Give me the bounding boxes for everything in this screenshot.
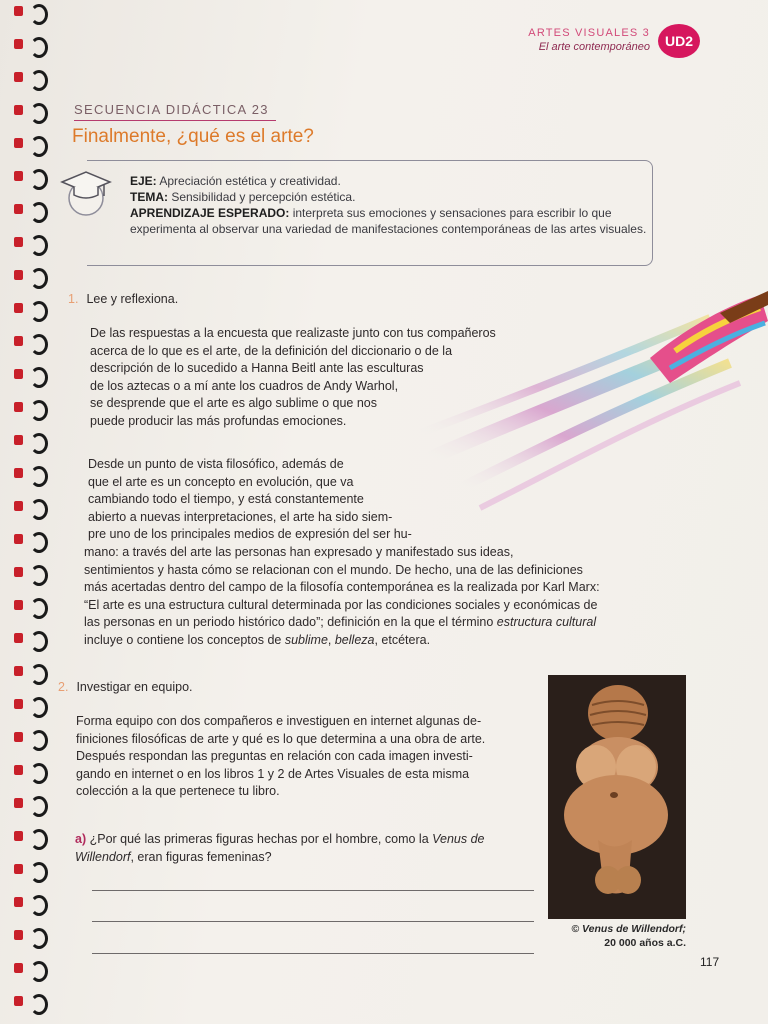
activity1-number: 1. [68,292,79,306]
spiral-ring [14,136,42,152]
spiral-ring [14,433,42,449]
sequence-title: Finalmente, ¿qué es el arte? [72,126,314,147]
spiral-ring [14,499,42,515]
subject-title: ARTES VISUALES 3 [528,27,650,39]
activity1-heading [68,292,178,306]
spiral-ring [14,928,42,944]
activity1-paragraph1 [90,325,496,431]
spiral-ring [14,70,42,86]
spiral-ring [14,268,42,284]
p2-line10-end: , etcétera. [374,632,431,647]
p2-line: pre uno de los principales medios de expresión del ser hu- [88,527,412,542]
page-number: 117 [700,955,720,969]
spiral-ring [14,334,42,350]
sequence-underline [74,120,276,121]
objectives-text [130,173,650,237]
p1-line: acerca de lo que es el arte, de la definición del diccionario o de la [90,343,453,358]
image-caption-line2: 20 000 años a.C. [604,937,686,949]
answer-line[interactable] [92,921,534,922]
p2-line: mano: a través del arte las personas han expresado y manifestado sus ideas, [84,545,514,559]
spiral-ring [14,961,42,977]
unit-badge: UD2 [658,24,700,58]
p2-line: que el arte es un concepto en evolución, que va [88,474,354,489]
answer-line[interactable] [92,890,534,891]
question-a-em: Venus de Willendorf [75,832,485,864]
p2-line: Desde un punto de vista filosófico, además de [88,457,344,471]
spiral-ring [14,202,42,218]
spiral-ring [14,829,42,845]
spiral-ring [14,37,42,53]
spiral-binding [0,0,46,1024]
activity2-number: 2. [58,680,69,694]
question-a [75,830,535,866]
activity1-paragraph2 [88,456,412,544]
p2-line: cambiando todo el tiempo, y está constantemente [88,492,364,507]
spiral-ring [14,301,42,317]
spiral-ring [14,664,42,680]
p2-line10-em2: belleza [334,632,375,647]
spiral-ring [14,367,42,383]
activity1-instruction: Lee y reflexiona. [86,292,179,306]
question-a-end: , eran figuras femeninas? [130,850,272,864]
aprendizaje-label: APRENDIZAJE ESPERADO: [130,206,290,220]
tema-value: Sensibilidad y percepción estética. [168,190,356,204]
spiral-ring [14,400,42,416]
p3-line: Forma equipo con dos compañeros e investiguen en internet algunas de- [76,714,482,728]
p2-line9-em: estructura cultural [496,615,597,630]
p3-line: Después respondan las preguntas en relación con cada imagen investi- [76,749,473,764]
spiral-ring [14,235,42,251]
p2-line10-text: incluye o contiene los conceptos de [84,632,285,647]
aprendizaje-value: interpreta sus emociones y sensaciones para escribir lo que experimenta al observar una variedad de manifestaciones contemporáneas de las artes visuales. [130,206,647,236]
spiral-ring [14,598,42,614]
p1-line: De las respuestas a la encuesta que realizaste junto con tus compañeros [90,326,496,340]
question-a-text: ¿Por qué las primeras figuras hechas por el hombre, como la [86,832,433,846]
p3-line: gando en internet o en los libros 1 y 2 de Artes Visuales de esta misma [76,766,470,781]
answer-line[interactable] [92,953,534,954]
spiral-ring [14,796,42,812]
p2-line10-sep: , [327,632,335,647]
question-a-label: a) [75,832,87,846]
p2-line [84,632,600,650]
eje-label: EJE: [130,174,157,188]
p1-line: descripción de lo sucedido a Hanna Beitl ante las esculturas [90,361,424,376]
spiral-ring [14,730,42,746]
p2-line: abierto a nuevas interpretaciones, el arte ha sido siem- [88,509,393,524]
spiral-ring [14,631,42,647]
unit-subtitle: El arte contemporáneo [538,41,650,53]
tema-label: TEMA: [130,190,168,204]
activity2-instruction: Investigar en equipo. [76,680,193,694]
spiral-ring [14,994,42,1010]
spiral-ring [14,895,42,911]
spiral-ring [14,4,42,20]
p2-line9-text: las personas en un periodo histórico dado”; definición en la que el término [84,615,497,630]
p1-line: puede producir las más profundas emociones. [90,413,347,428]
eje-value: Apreciación estética y creatividad. [156,174,341,188]
spiral-ring [14,532,42,548]
p2-line: “El arte es una estructura cultural determinada por las condiciones sociales y económicas de [84,597,598,612]
spiral-ring [14,169,42,185]
venus-willendorf-photo [548,675,686,919]
sequence-label: SECUENCIA DIDÁCTICA 23 [74,102,269,117]
p3-line: finiciones filosóficas de arte y qué es lo que determina a una obra de arte. [76,731,486,746]
p2-line [84,614,600,632]
spiral-ring [14,697,42,713]
spiral-ring [14,862,42,878]
activity2-paragraph [76,713,485,801]
p3-line: colección a la que pertenece tu libro. [76,784,280,799]
image-caption [548,922,686,950]
p2-line: más acertadas dentro del campo de la filosofía contemporánea es la realizada por Karl Marx: [84,580,600,595]
page-header [528,27,650,53]
p2-line: sentimientos y hasta cómo se relacionan con el mundo. De hecho, una de las definiciones [84,562,583,577]
spiral-ring [14,763,42,779]
image-caption-line1: © Venus de Willendorf; [571,923,686,935]
p1-line: se desprende que el arte es algo sublime o que nos [90,396,377,411]
spiral-ring [14,103,42,119]
activity2-heading [58,680,193,694]
spiral-ring [14,565,42,581]
activity1-paragraph2-continued [84,544,600,650]
spiral-ring [14,466,42,482]
p2-line10-em1: sublime [284,632,328,647]
p1-line: de los aztecas o a mí ante los cuadros de Andy Warhol, [90,378,399,393]
